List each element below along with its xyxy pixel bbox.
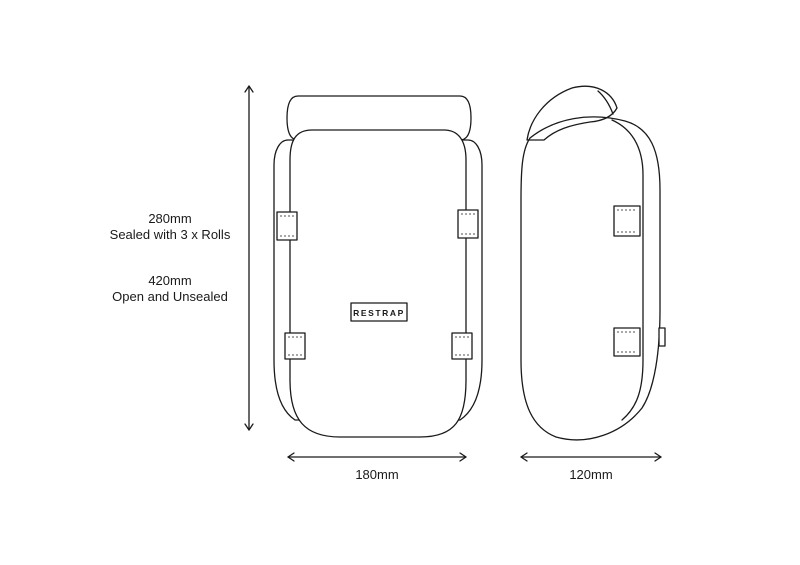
side-depth-label: 120mm xyxy=(569,467,613,482)
side-upper-strap xyxy=(614,206,640,236)
logo-text: RESTRAP xyxy=(353,308,405,318)
height-sealed-note: Sealed with 3 x Rolls xyxy=(109,227,231,242)
height-sealed-value: 280mm xyxy=(148,211,192,226)
side-tab xyxy=(659,328,665,346)
front-width-label: 180mm xyxy=(355,467,399,482)
front-right-lower-strap xyxy=(452,333,472,359)
height-sealed-label xyxy=(100,211,240,243)
height-open-label xyxy=(100,273,240,305)
height-open-note: Open and Unsealed xyxy=(112,289,228,304)
side-bag-roll-top xyxy=(527,86,617,140)
side-view-bag xyxy=(521,86,665,440)
front-width-arrow xyxy=(288,453,466,461)
side-depth-arrow xyxy=(521,453,661,461)
front-view-bag xyxy=(274,96,482,437)
side-lower-strap xyxy=(614,328,640,356)
height-dimension-arrow xyxy=(245,86,253,430)
height-open-value: 420mm xyxy=(148,273,192,288)
front-right-upper-strap xyxy=(458,210,478,238)
front-left-upper-strap xyxy=(277,212,297,240)
front-left-lower-strap xyxy=(285,333,305,359)
front-bag-main-panel xyxy=(290,130,466,437)
